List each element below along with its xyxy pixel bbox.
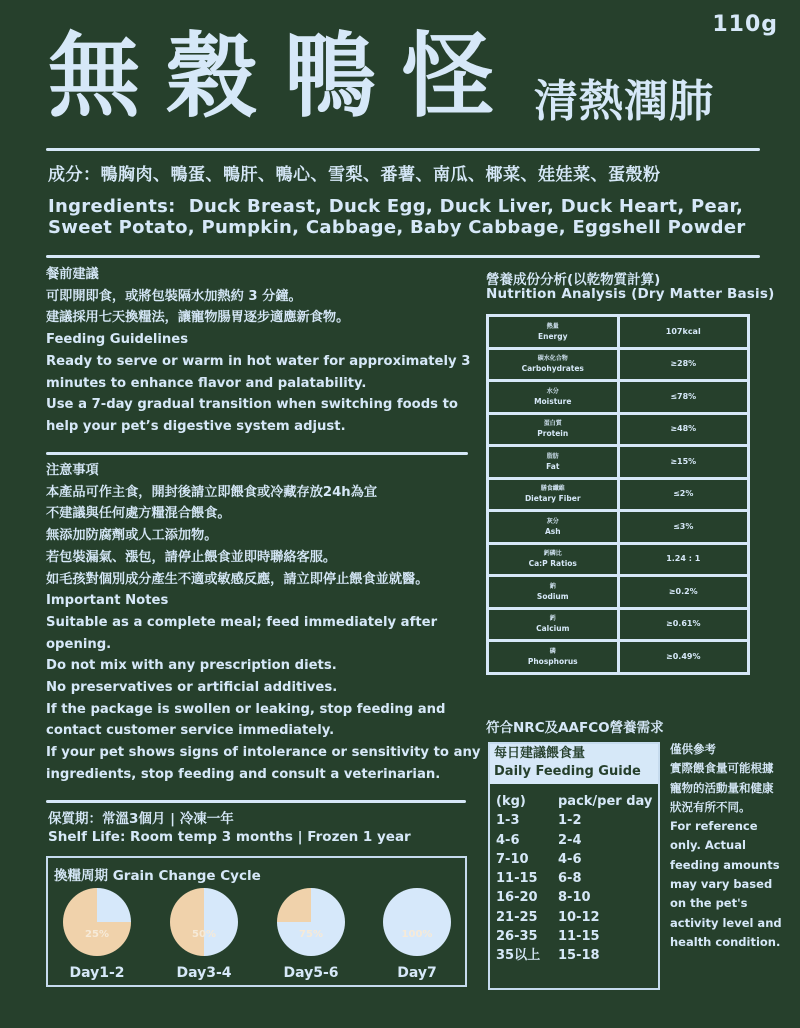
compliance-statement: 符合NRC及AAFCO營養需求 xyxy=(486,720,664,736)
net-weight: 110g xyxy=(712,12,778,37)
note-line: 無添加防腐劑或人工添加物。 xyxy=(46,528,218,544)
daily-feeding-guide xyxy=(488,742,660,990)
pie-percent: 100% xyxy=(401,929,433,940)
feeding-row xyxy=(496,811,658,830)
nutrition-row xyxy=(488,446,749,479)
pie-chart-icon xyxy=(383,888,451,956)
feeding-guide-title-en: Daily Feeding Guide xyxy=(494,764,641,779)
nutrient-name-en: Sodium xyxy=(536,591,569,601)
note-line: 若包裝漏氣、漲包，請停止餵食並即時聯絡客服。 xyxy=(46,549,337,565)
stage-day: Day7 xyxy=(397,965,437,981)
nutrient-name-zh: 磷 xyxy=(549,647,556,655)
nutrition-row xyxy=(488,608,749,641)
nutrition-title-zh: 營養成份分析(以乾物質計算) xyxy=(486,272,661,288)
note-line: If the package is swollen or leaking, stop feeding and xyxy=(46,701,446,717)
note-line: 如毛孩對個別成分產生不適或敏感反應，請立即停止餵食並就醫。 xyxy=(46,571,429,587)
nutrient-name-zh: 膳食纖維 xyxy=(540,485,565,493)
note-line: activity level and xyxy=(670,915,782,930)
guideline-line: Ready to serve or warm in hot water for approximately 3 xyxy=(46,353,471,369)
grain-change-cycle xyxy=(46,856,467,987)
note-line: opening. xyxy=(46,636,112,652)
weight-range: 35以上 xyxy=(496,948,541,964)
nutrient-value: ≥48% xyxy=(618,413,749,446)
nutrition-row xyxy=(488,413,749,446)
note-line: on the pet's xyxy=(670,896,748,911)
nutrient-value: 107kcal xyxy=(618,316,749,349)
nutrition-row xyxy=(488,348,749,381)
nutrient-name xyxy=(488,413,619,446)
nutrition-table xyxy=(486,314,750,675)
important-notes xyxy=(46,460,481,786)
note-line: 僅供參考 xyxy=(670,742,716,756)
nutrient-name-en: Phosphorus xyxy=(527,656,578,666)
guideline-line: Use a 7-day gradual transition when switching foods to xyxy=(46,397,458,413)
guideline-line: 建議採用七天換糧法，讓寵物腸胃逐步適應新食物。 xyxy=(46,310,350,326)
product-subtitle: 清熱潤肺 xyxy=(534,76,714,127)
nutrient-value: ≤78% xyxy=(618,381,749,414)
nutrition-row xyxy=(488,511,749,544)
col-amount: pack/per day xyxy=(558,794,653,809)
feeding-guide-title-zh: 每日建議餵食量 xyxy=(494,746,586,761)
shelf-life-en: Shelf Life: Room temp 3 months | Frozen 1 year xyxy=(48,829,411,845)
pack-amount: 8-10 xyxy=(558,890,591,906)
nutrition-row xyxy=(488,543,749,576)
nutrient-name-zh: 脂肪 xyxy=(546,452,559,460)
pie-percent: 50% xyxy=(192,929,216,940)
nutrient-name-en: Ash xyxy=(544,526,561,536)
reference-note xyxy=(670,740,795,952)
note-line: 不建議與任何處方糧混合餵食。 xyxy=(46,506,231,522)
divider xyxy=(46,800,466,803)
nutrient-name-en: Calcium xyxy=(536,624,570,634)
nutrient-name xyxy=(488,381,619,414)
nutrient-name-zh: 鈉 xyxy=(549,582,556,590)
note-line: 寵物的活動量和健康 xyxy=(670,780,774,795)
pack-amount: 10-12 xyxy=(558,909,600,925)
note-line: contact customer service immediately. xyxy=(46,723,335,739)
note-line: For reference xyxy=(670,819,758,834)
note-line: If your pet shows signs of intolerance or sensitivity to any xyxy=(46,745,481,761)
feeding-row xyxy=(496,888,658,907)
nutrient-name xyxy=(488,608,619,641)
guideline-line: 可即開即食，或將包裝隔水加熱約 3 分鐘。 xyxy=(46,288,302,304)
nutrient-name-en: Ca:P Ratios xyxy=(528,559,577,569)
note-line: Do not mix with any prescription diets. xyxy=(46,658,337,674)
pie-chart-icon xyxy=(170,888,238,956)
section-heading: Feeding Guidelines xyxy=(46,332,189,348)
note-line: Suitable as a complete meal; feed immediately after xyxy=(46,614,438,630)
pack-amount: 11-15 xyxy=(558,929,600,945)
nutrient-value: ≥15% xyxy=(618,446,749,479)
nutrient-name-zh: 水分 xyxy=(546,387,559,395)
weight-range: 1-3 xyxy=(496,813,520,829)
pie-percent: 75% xyxy=(299,929,323,940)
feeding-table-header xyxy=(496,792,658,811)
pie-chart-icon xyxy=(277,888,345,956)
stage-day: Day3-4 xyxy=(176,965,232,981)
divider xyxy=(46,148,760,151)
ingredients-zh: 成分：鴨胸肉、鴨蛋、鴨肝、鴨心、雪梨、番薯、南瓜、椰菜、娃娃菜、蛋殼粉 xyxy=(48,165,661,185)
nutrient-value: ≥0.2% xyxy=(618,576,749,609)
nutrient-name xyxy=(488,478,619,511)
note-line: health condition. xyxy=(670,934,781,949)
feeding-guidelines xyxy=(46,264,476,438)
nutrient-name-en: Dietary Fiber xyxy=(524,494,581,504)
pack-amount: 2-4 xyxy=(558,832,582,848)
note-line: only. Actual xyxy=(670,838,746,853)
feeding-row xyxy=(496,850,658,869)
nutrient-name-en: Carbohydrates xyxy=(521,364,584,374)
nutrient-value: ≤3% xyxy=(618,511,749,544)
feeding-row xyxy=(496,908,658,927)
feeding-row xyxy=(496,831,658,850)
weight-range: 7-10 xyxy=(496,851,529,867)
ingredients-en-line: Sweet Potato, Pumpkin, Cabbage, Baby Cabbage, Eggshell Powder xyxy=(48,217,746,238)
pie-percent: 25% xyxy=(85,929,109,940)
pack-amount: 4-6 xyxy=(558,851,582,867)
weight-range: 11-15 xyxy=(496,871,538,887)
pie-chart-icon xyxy=(63,888,131,956)
cycle-stage xyxy=(266,888,356,981)
nutrient-value: 1.24 : 1 xyxy=(618,543,749,576)
feeding-row xyxy=(496,927,658,946)
stage-day: Day5-6 xyxy=(283,965,339,981)
nutrient-name-zh: 灰分 xyxy=(546,517,559,525)
pack-amount: 15-18 xyxy=(558,948,600,964)
guideline-line: minutes to enhance flavor and palatability. xyxy=(46,375,367,391)
section-heading: 注意事項 xyxy=(46,463,99,478)
nutrition-row xyxy=(488,641,749,674)
nutrient-name-zh: 熱量 xyxy=(546,322,559,330)
nutrient-name-en: Moisture xyxy=(534,396,572,406)
section-heading: 餐前建議 xyxy=(46,267,99,282)
pack-amount: 1-2 xyxy=(558,813,582,829)
nutrient-name-en: Energy xyxy=(537,331,568,341)
pack-amount: 6-8 xyxy=(558,871,582,887)
nutrient-name xyxy=(488,511,619,544)
feeding-row xyxy=(496,946,658,965)
product-title: 無穀鴨怪 xyxy=(48,23,521,130)
nutrient-name xyxy=(488,543,619,576)
section-heading: Important Notes xyxy=(46,593,169,609)
shelf-life-zh: 保質期：常溫3個月 | 冷凍一年 xyxy=(48,811,234,827)
nutrient-value: ≤2% xyxy=(618,478,749,511)
nutrient-name xyxy=(488,641,619,674)
note-line: may vary based xyxy=(670,877,773,892)
nutrient-name-zh: 鈣磷比 xyxy=(543,550,562,558)
note-line: 狀況有所不同。 xyxy=(670,799,751,814)
weight-range: 21-25 xyxy=(496,909,538,925)
feeding-table xyxy=(490,792,658,966)
cycle-stage xyxy=(52,888,142,981)
nutrient-name-zh: 碳水化合物 xyxy=(537,355,568,363)
nutrient-name xyxy=(488,348,619,381)
col-weight: (kg) xyxy=(496,794,526,809)
guideline-line: help your pet’s digestive system adjust. xyxy=(46,418,346,434)
weight-range: 26-35 xyxy=(496,929,538,945)
nutrition-row xyxy=(488,381,749,414)
nutrient-value: ≥0.49% xyxy=(618,641,749,674)
divider xyxy=(46,452,468,455)
weight-range: 4-6 xyxy=(496,832,520,848)
nutrient-name-zh: 蛋白質 xyxy=(543,420,562,428)
cycle-stage xyxy=(159,888,249,981)
cycle-stage xyxy=(372,888,462,981)
feeding-row xyxy=(496,869,658,888)
note-line: ingredients, stop feeding and consult a veterinarian. xyxy=(46,766,441,782)
weight-range: 16-20 xyxy=(496,890,538,906)
note-line: 本產品可作主食，開封後請立即餵食或冷藏存放24h為宜 xyxy=(46,484,378,500)
note-line: No preservatives or artificial additives. xyxy=(46,680,338,696)
nutrient-name-zh: 鈣 xyxy=(549,615,556,623)
stage-day: Day1-2 xyxy=(69,965,125,981)
feeding-guide-header xyxy=(490,744,658,784)
note-line: 實際餵食量可能根據 xyxy=(670,761,774,776)
nutrient-name xyxy=(488,316,619,349)
note-line: feeding amounts xyxy=(670,857,780,872)
nutrient-name-en: Protein xyxy=(537,429,569,439)
shelf-life xyxy=(48,810,411,846)
nutrient-name xyxy=(488,576,619,609)
nutrition-title-en: Nutrition Analysis (Dry Matter Basis) xyxy=(486,286,775,302)
nutrition-row xyxy=(488,316,749,349)
nutrient-value: ≥0.61% xyxy=(618,608,749,641)
grain-cycle-title: 換糧周期 Grain Change Cycle xyxy=(54,868,261,884)
nutrition-row xyxy=(488,478,749,511)
ingredients-en-line: Ingredients: Duck Breast, Duck Egg, Duck Liver, Duck Heart, Pear, xyxy=(48,196,744,217)
nutrition-row xyxy=(488,576,749,609)
nutrient-value: ≥28% xyxy=(618,348,749,381)
nutrient-name xyxy=(488,446,619,479)
nutrient-name-en: Fat xyxy=(546,461,560,471)
divider xyxy=(46,255,760,258)
ingredients-en xyxy=(48,196,768,238)
